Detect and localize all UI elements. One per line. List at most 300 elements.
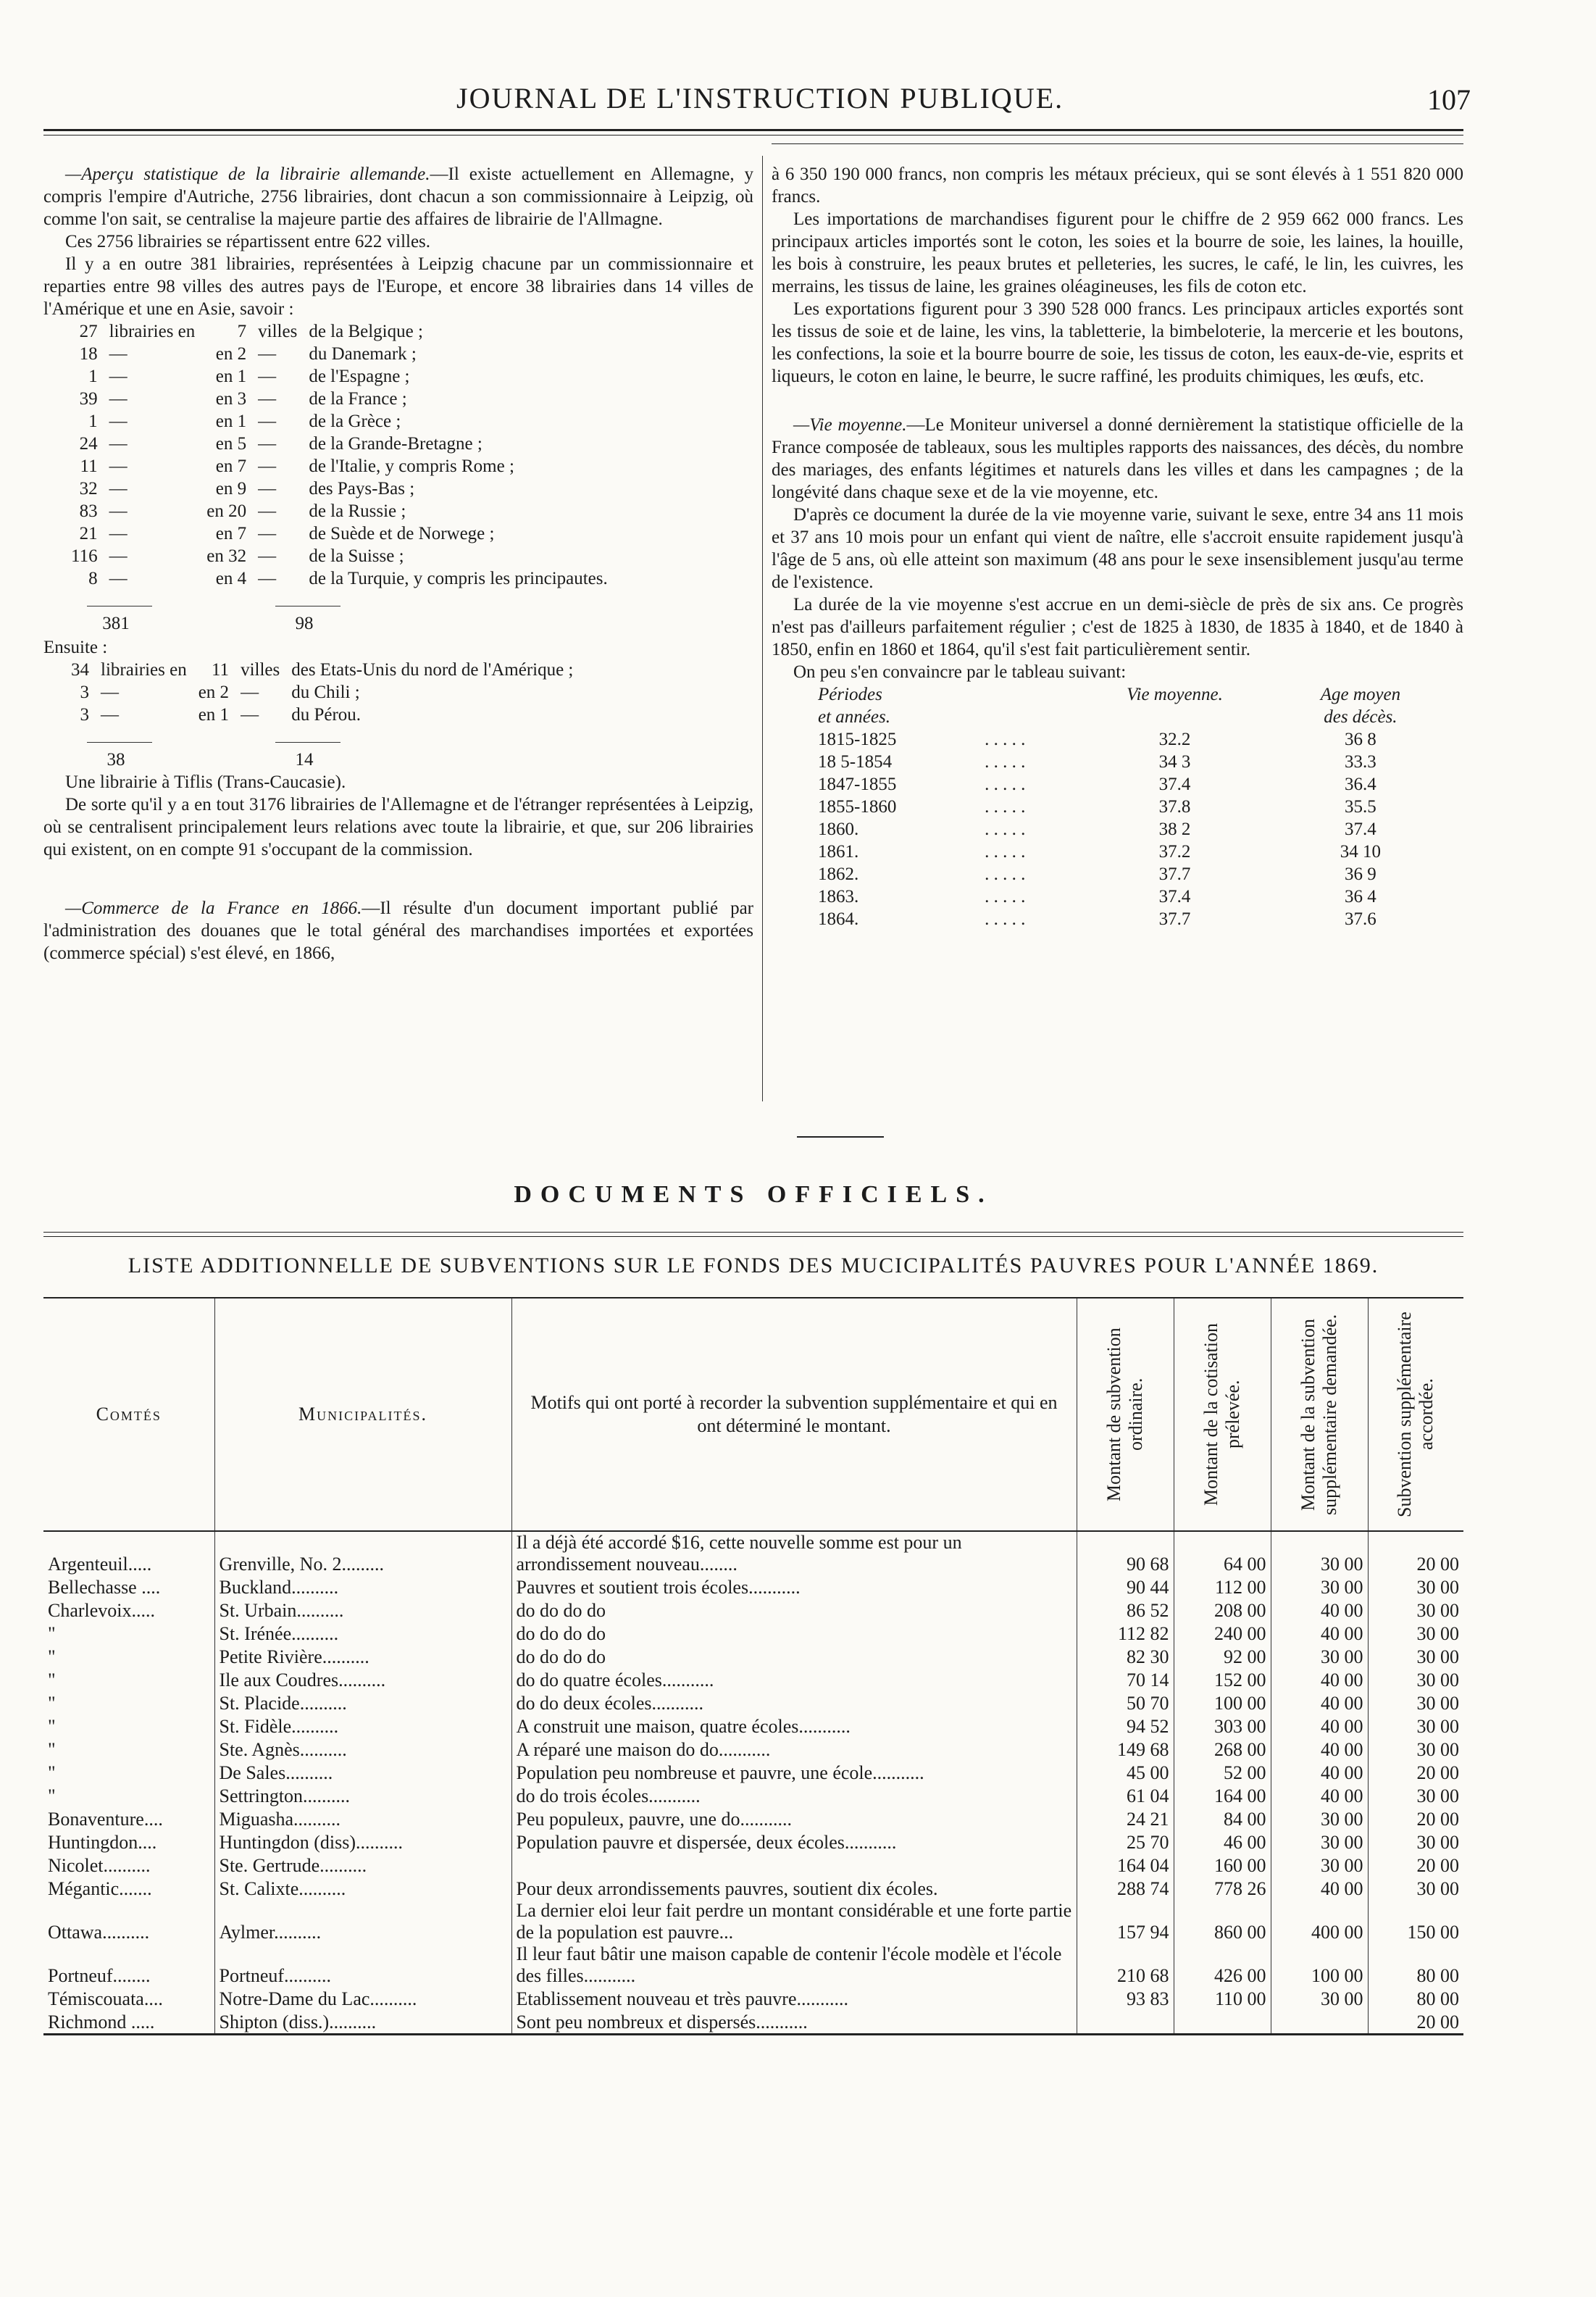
total-librairies: 381	[102, 614, 130, 633]
table-row	[43, 1987, 1463, 2010]
motif-cell: Pour deux arrondissements pauvres, soutient dix écoles.	[511, 1877, 1077, 1900]
subvention-accordee-cell: 150 00	[1368, 1900, 1463, 1943]
subvention-demandee-cell: 30 00	[1271, 1987, 1368, 2010]
motif-cell: Etablissement nouveau et très pauvre...........	[511, 1987, 1077, 2010]
country: de la Russie ;	[309, 501, 406, 521]
municipalite-cell: Ste. Gertrude..........	[214, 1854, 511, 1877]
col-header-periodes: Périodes	[818, 685, 882, 704]
label-librairies: —	[109, 344, 128, 364]
header-rule-thin	[43, 135, 1463, 136]
table-row	[43, 1761, 1463, 1784]
table-row	[65, 433, 614, 455]
count-librairies: 3	[80, 705, 89, 725]
label-villes: —	[258, 479, 277, 499]
period: 1864.	[818, 909, 859, 929]
label-librairies: —	[109, 479, 128, 499]
label-villes: —	[258, 367, 277, 386]
table-row	[65, 567, 614, 590]
table-row	[43, 1943, 1463, 1987]
col-header-vie: Vie moyenne.	[1127, 685, 1223, 704]
europe-librairies-table	[65, 320, 614, 590]
count-villes: en 7	[215, 457, 247, 476]
col-header-age: Age moyen	[1320, 685, 1401, 704]
age-moyen-value: 36 9	[1345, 864, 1376, 884]
label-villes: —	[258, 501, 277, 521]
count-librairies: 21	[79, 524, 98, 543]
label-librairies: —	[109, 546, 128, 566]
period: 1862.	[818, 864, 859, 884]
subvention-accordee-cell: 30 00	[1368, 1598, 1463, 1622]
paragraph: De sorte qu'il y a en tout 3176 librairies de l'Allemagne et de l'étranger représentées à Leipzig, où se centralisent principalement leurs relations avec toute la librairie, et que, sur 206 librairies qui existent, on en compte 91 s'occupant de la commission.	[43, 795, 753, 859]
table-row	[815, 773, 1445, 796]
comte-cell: Bellechasse ....	[48, 1577, 161, 1598]
subvention-demandee-cell: 40 00	[1271, 1622, 1368, 1645]
period: 1860.	[818, 820, 859, 839]
label-librairies: —	[109, 524, 128, 543]
subventions-table	[43, 1297, 1463, 2035]
motif-cell: La dernier eloi leur fait perdre un montant considérable et une forte partie de la population est pauvre...	[511, 1900, 1077, 1943]
table-row	[815, 885, 1445, 908]
subvention-demandee-cell: 30 00	[1271, 1531, 1368, 1575]
country: de Suède et de Norwege ;	[309, 524, 495, 543]
paragraph-librairie	[43, 163, 753, 230]
age-moyen-value: 36 4	[1345, 887, 1376, 906]
cotisation-cell: 860 00	[1174, 1900, 1271, 1943]
count-librairies: 34	[71, 660, 89, 680]
count-librairies: 83	[79, 501, 98, 521]
subvention-ordinaire-cell: 50 70	[1077, 1691, 1174, 1714]
header-rule-right	[772, 143, 1463, 144]
country: de l'Espagne ;	[309, 367, 410, 386]
cotisation-cell: 112 00	[1174, 1575, 1271, 1598]
table-row	[65, 704, 579, 726]
table-row	[65, 545, 614, 567]
leader-dots: . . . . .	[985, 842, 1026, 862]
comte-cell: Portneuf........	[48, 1965, 151, 1986]
subvention-accordee-cell: 30 00	[1368, 1668, 1463, 1691]
country: de la Grande-Bretagne ;	[309, 434, 482, 454]
label-villes: —	[258, 457, 277, 476]
label-librairies: —	[101, 705, 119, 725]
vie-moyenne-value: 32.2	[1158, 730, 1191, 749]
leader-dots: . . . . .	[985, 864, 1026, 884]
period: 1855-1860	[818, 797, 897, 817]
vie-moyenne-value: 34 3	[1158, 752, 1191, 772]
motif-cell: Il a déjà été accordé $16, cette nouvelle somme est pour un arrondissement nouveau........	[511, 1531, 1077, 1575]
table-row	[43, 1645, 1463, 1668]
count-librairies: 116	[71, 546, 98, 566]
subvention-accordee-cell: 30 00	[1368, 1645, 1463, 1668]
subvention-accordee-cell: 20 00	[1368, 1807, 1463, 1830]
municipalite-cell: Aylmer..........	[214, 1900, 511, 1943]
leader-dots: . . . . .	[985, 775, 1026, 794]
table-row	[815, 818, 1445, 841]
cotisation-cell	[1174, 2010, 1271, 2035]
vie-moyenne-value: 37.8	[1158, 797, 1191, 817]
label-librairies: —	[109, 412, 128, 431]
table-row	[815, 751, 1445, 773]
count-villes: en 4	[215, 569, 247, 588]
country: du Chili ;	[291, 683, 360, 702]
subvention-demandee-cell: 40 00	[1271, 1738, 1368, 1761]
comte-cell: Témiscouata....	[48, 1988, 163, 2009]
subvention-ordinaire-cell: 112 82	[1077, 1622, 1174, 1645]
count-villes: en 7	[215, 524, 247, 543]
table-row	[815, 908, 1445, 930]
label-villes: —	[258, 569, 277, 588]
municipalite-cell: Petite Rivière..........	[214, 1645, 511, 1668]
page-number: 107	[1427, 83, 1471, 116]
comte-cell: Bonaventure....	[48, 1809, 163, 1830]
cotisation-cell: 84 00	[1174, 1807, 1271, 1830]
table-row	[815, 863, 1445, 885]
count-librairies: 18	[79, 344, 98, 364]
sum-rule	[87, 742, 152, 743]
table-row	[43, 2010, 1463, 2035]
country: de la France ;	[309, 389, 407, 409]
municipalite-cell: Grenville, No. 2.........	[214, 1531, 511, 1575]
label-librairies: —	[101, 683, 119, 702]
motif-cell: do do trois écoles...........	[511, 1784, 1077, 1807]
motif-cell: Peu populeux, pauvre, une do...........	[511, 1807, 1077, 1830]
tiflis-line: Une librairie à Tiflis (Trans-Caucasie).	[65, 772, 346, 792]
cotisation-cell: 92 00	[1174, 1645, 1271, 1668]
amerique-librairies-table	[65, 659, 579, 726]
subvention-ordinaire-cell: 70 14	[1077, 1668, 1174, 1691]
table-row	[43, 1531, 1463, 1575]
count-villes: en 1	[198, 705, 230, 725]
subvention-demandee-cell: 400 00	[1271, 1900, 1368, 1943]
table-row	[43, 1784, 1463, 1807]
motif-cell: Sont peu nombreux et dispersés...........	[511, 2010, 1077, 2035]
motif-cell: Population peu nombreuse et pauvre, une école...........	[511, 1761, 1077, 1784]
subvention-accordee-cell: 30 00	[1368, 1738, 1463, 1761]
comte-cell: Charlevoix.....	[48, 1600, 156, 1621]
motif-cell: do do do do	[511, 1598, 1077, 1622]
subvention-ordinaire-cell: 25 70	[1077, 1830, 1174, 1854]
total-villes: 14	[295, 750, 314, 770]
count-villes: en 9	[215, 479, 247, 499]
subvention-demandee-cell: 40 00	[1271, 1691, 1368, 1714]
leader-dots: . . . . .	[985, 797, 1026, 817]
cotisation-cell: 164 00	[1174, 1784, 1271, 1807]
total-librairies: 38	[106, 750, 125, 770]
age-moyen-value: 37.4	[1345, 820, 1376, 839]
period: 1815-1825	[818, 730, 897, 749]
count-villes: en 2	[198, 683, 230, 702]
country: de la Belgique ;	[309, 322, 423, 341]
subvention-accordee-cell: 80 00	[1368, 1943, 1463, 1987]
running-header	[43, 81, 1471, 125]
municipalite-cell: Miguasha..........	[214, 1807, 511, 1830]
page	[43, 0, 1471, 2297]
ensuite-label: Ensuite :	[43, 638, 108, 657]
paragraph: à 6 350 190 000 francs, non compris les métaux précieux, qui se sont élevés à 1 551 820 000 francs.	[772, 164, 1463, 207]
header-subvention-demandee: Montant de la subvention supplémentaire demandée.	[1271, 1298, 1368, 1531]
section-rule-thin	[43, 1236, 1463, 1237]
count-villes: en 3	[215, 389, 247, 409]
header-municipalites: Municipalités.	[214, 1298, 511, 1531]
motif-cell: Il leur faut bâtir une maison capable de contenir l'école modèle et l'école des filles...........	[511, 1943, 1077, 1987]
comte-cell: "	[48, 1785, 56, 1806]
municipalite-cell: Settrington..........	[214, 1784, 511, 1807]
subventions-table-wrap	[43, 1297, 1463, 2035]
leader-dots: . . . . .	[985, 909, 1026, 929]
motif-cell: do do deux écoles...........	[511, 1691, 1077, 1714]
article-title-commerce: —Commerce de la France en 1866.	[65, 899, 362, 918]
table-row	[43, 1738, 1463, 1761]
comte-cell: "	[48, 1646, 56, 1667]
comte-cell: "	[48, 1739, 56, 1760]
paragraph: Les importations de marchandises figurent pour le chiffre de 2 959 662 000 francs. Les principaux articles importés sont le coton, les soies et la bourre de soie, les laines, la houille, les bois à construire, les peaux brutes et pelleteries, les sucres, le café, le lin, les cuivres, les merrains, les tissus de laine, les graines oléagineuses, les fils de coton etc.	[772, 209, 1463, 296]
section-divider	[797, 1136, 884, 1138]
subvention-accordee-cell: 30 00	[1368, 1622, 1463, 1645]
label-librairies: —	[109, 569, 128, 588]
subvention-ordinaire-cell	[1077, 2010, 1174, 2035]
leader-dots: . . . . .	[985, 752, 1026, 772]
article-title-vie: —Vie moyenne.	[793, 415, 907, 435]
subvention-accordee-cell: 20 00	[1368, 2010, 1463, 2035]
motif-cell: A réparé une maison do do...........	[511, 1738, 1077, 1761]
count-villes: 11	[211, 660, 230, 680]
table-row	[43, 1668, 1463, 1691]
comte-cell: Argenteuil.....	[48, 1554, 152, 1575]
header-motifs: Motifs qui ont porté à recorder la subvention supplémentaire et qui en ont déterminé le montant.	[511, 1298, 1077, 1531]
count-villes: 7	[237, 322, 247, 341]
motif-cell: Pauvres et soutient trois écoles...........	[511, 1575, 1077, 1598]
header-comtes: Comtés	[96, 1404, 162, 1425]
table-row	[43, 1877, 1463, 1900]
label-villes: —	[241, 683, 259, 702]
label-librairies: —	[109, 367, 128, 386]
cotisation-cell: 303 00	[1174, 1714, 1271, 1738]
period: 18 5-1854	[818, 752, 893, 772]
subvention-demandee-cell: 40 00	[1271, 1877, 1368, 1900]
label-librairies: librairies en	[109, 322, 196, 341]
municipalite-cell: St. Fidèle..........	[214, 1714, 511, 1738]
label-villes: —	[258, 412, 277, 431]
subvention-demandee-cell: 40 00	[1271, 1784, 1368, 1807]
vie-moyenne-value: 38 2	[1158, 820, 1191, 839]
paragraph: Ces 2756 librairies se répartissent entre 622 villes.	[65, 232, 431, 251]
table-row	[65, 500, 614, 522]
age-moyen-value: 33.3	[1345, 752, 1376, 772]
count-librairies: 11	[80, 457, 98, 476]
count-villes: en 1	[215, 412, 247, 431]
cotisation-cell: 46 00	[1174, 1830, 1271, 1854]
age-moyen-value: 35.5	[1345, 797, 1376, 817]
table-row	[815, 728, 1445, 751]
table-row	[43, 1691, 1463, 1714]
country: de l'Italie, y compris Rome ;	[309, 457, 514, 476]
label-librairies: —	[109, 434, 128, 454]
vie-moyenne-value: 37.7	[1158, 909, 1191, 929]
subvention-demandee-cell: 30 00	[1271, 1854, 1368, 1877]
paragraph-commerce	[43, 897, 753, 964]
subvention-ordinaire-cell: 61 04	[1077, 1784, 1174, 1807]
municipalite-cell: St. Irénée..........	[214, 1622, 511, 1645]
subvention-ordinaire-cell: 157 94	[1077, 1900, 1174, 1943]
label-villes: —	[258, 389, 277, 409]
subvention-ordinaire-cell: 24 21	[1077, 1807, 1174, 1830]
comte-cell: "	[48, 1716, 56, 1737]
count-librairies: 39	[79, 389, 98, 409]
table-row	[65, 343, 614, 365]
article-text: —Il résulte d'un document important publié par l'administration des douanes que le total général des marchandises importées et exportées (commerce spécial) s'est élevé, en 1866,	[43, 899, 753, 963]
label-villes: —	[241, 705, 259, 725]
comte-cell: "	[48, 1693, 56, 1714]
subvention-demandee-cell: 40 00	[1271, 1761, 1368, 1784]
table-row	[43, 1830, 1463, 1854]
count-librairies: 1	[88, 367, 98, 386]
country: du Danemark ;	[309, 344, 417, 364]
left-column	[43, 163, 753, 964]
age-moyen-value: 34 10	[1340, 842, 1382, 862]
europe-total	[87, 590, 753, 633]
municipalite-cell: St. Urbain..........	[214, 1598, 511, 1622]
count-librairies: 3	[80, 683, 89, 702]
subvention-demandee-cell: 40 00	[1271, 1668, 1368, 1691]
period: 1847-1855	[818, 775, 897, 794]
municipalite-cell: Huntingdon (diss)..........	[214, 1830, 511, 1854]
municipalite-cell: Portneuf..........	[214, 1943, 511, 1987]
period: 1861.	[818, 842, 859, 862]
table-row	[43, 1854, 1463, 1877]
table-row	[43, 1714, 1463, 1738]
subvention-demandee-cell: 30 00	[1271, 1575, 1368, 1598]
subvention-accordee-cell: 30 00	[1368, 1877, 1463, 1900]
vie-moyenne-value: 37.7	[1158, 864, 1191, 884]
subvention-accordee-cell: 20 00	[1368, 1854, 1463, 1877]
age-moyen-value: 36.4	[1345, 775, 1376, 794]
vie-moyenne-value: 37.2	[1158, 842, 1191, 862]
paragraph-vie-moyenne	[772, 414, 1463, 504]
motif-cell: do do do do	[511, 1622, 1077, 1645]
table-row	[43, 1900, 1463, 1943]
subvention-accordee-cell: 80 00	[1368, 1987, 1463, 2010]
table-header-row	[43, 1298, 1463, 1531]
label-villes: —	[258, 434, 277, 454]
count-librairies: 1	[88, 412, 98, 431]
municipalite-cell: De Sales..........	[214, 1761, 511, 1784]
article-text: —Il existe actuellement en Allemagne, y compris l'empire d'Autriche, 2756 librairies, dont chacun a son commissionnaire à Leipzig, où comme l'on sait, se centralise la majeure partie des affaires de librairie de l'Allmagne.	[43, 164, 753, 229]
subvention-ordinaire-cell: 86 52	[1077, 1598, 1174, 1622]
municipalite-cell: Notre-Dame du Lac..........	[214, 1987, 511, 2010]
cotisation-cell: 208 00	[1174, 1598, 1271, 1622]
section-title: DOCUMENTS OFFICIELS.	[514, 1181, 993, 1208]
cotisation-cell: 240 00	[1174, 1622, 1271, 1645]
count-librairies: 27	[79, 322, 98, 341]
table-row	[65, 410, 614, 433]
column-separator	[762, 156, 763, 1101]
count-librairies: 24	[79, 434, 98, 454]
section-rule	[43, 1232, 1463, 1233]
subvention-demandee-cell: 30 00	[1271, 1807, 1368, 1830]
count-villes: en 5	[215, 434, 247, 454]
table-row	[65, 522, 614, 545]
subvention-demandee-cell: 40 00	[1271, 1598, 1368, 1622]
table-row	[65, 681, 579, 704]
country: de la Suisse ;	[309, 546, 404, 566]
vie-moyenne-table	[815, 683, 1445, 930]
municipalite-cell: St. Placide..........	[214, 1691, 511, 1714]
paragraph: D'après ce document la durée de la vie moyenne varie, suivant le sexe, entre 34 ans 11 mois et 37 ans 10 mois pour un enfant qui vient de naître, elle s'accroit ensuite rapidement jusqu'à l'âge de 5 ans, où elle atteint son maximum (48 ans pour le sexe insensiblement jusqu'au terme de l'existence.	[772, 505, 1463, 592]
right-column	[772, 163, 1463, 930]
table-row	[43, 1598, 1463, 1622]
subvention-accordee-cell: 30 00	[1368, 1691, 1463, 1714]
label-villes: —	[258, 524, 277, 543]
comte-cell: "	[48, 1623, 56, 1644]
comte-cell: Mégantic.......	[48, 1878, 152, 1899]
subvention-demandee-cell: 100 00	[1271, 1943, 1368, 1987]
comte-cell: Nicolet..........	[48, 1855, 151, 1876]
subvention-ordinaire-cell: 90 68	[1077, 1531, 1174, 1575]
municipalite-cell: St. Calixte..........	[214, 1877, 511, 1900]
cotisation-cell: 778 26	[1174, 1877, 1271, 1900]
table-row	[815, 796, 1445, 818]
col-header-deces: des décès.	[1324, 707, 1397, 727]
cotisation-cell: 64 00	[1174, 1531, 1271, 1575]
subvention-ordinaire-cell: 82 30	[1077, 1645, 1174, 1668]
count-villes: en 1	[215, 367, 247, 386]
subvention-demandee-cell: 30 00	[1271, 1830, 1368, 1854]
motif-cell: A construit une maison, quatre écoles...........	[511, 1714, 1077, 1738]
count-librairies: 8	[88, 569, 98, 588]
subvention-accordee-cell: 20 00	[1368, 1761, 1463, 1784]
municipalite-cell: Buckland..........	[214, 1575, 511, 1598]
cotisation-cell: 426 00	[1174, 1943, 1271, 1987]
table-row	[65, 320, 614, 343]
cotisation-cell: 52 00	[1174, 1761, 1271, 1784]
vie-moyenne-value: 37.4	[1158, 775, 1191, 794]
country: de la Turquie, y compris les principautes.	[309, 569, 608, 588]
paragraph: On peu s'en convaincre par le tableau suivant:	[793, 662, 1127, 682]
country: du Pérou.	[291, 705, 362, 725]
age-moyen-value: 37.6	[1345, 909, 1376, 929]
label-librairies: —	[109, 457, 128, 476]
label-librairies: —	[109, 501, 128, 521]
count-villes: en 32	[206, 546, 247, 566]
label-librairies: —	[109, 389, 128, 409]
subvention-accordee-cell: 30 00	[1368, 1830, 1463, 1854]
comte-cell: "	[48, 1669, 56, 1691]
subvention-accordee-cell: 30 00	[1368, 1714, 1463, 1738]
count-villes: en 2	[215, 344, 247, 364]
paragraph: La durée de la vie moyenne s'est accrue en un demi-siècle de près de six ans. Ce progrès n'est pas d'ailleurs parfaitement régulier ; c'est de 1825 à 1830, de 1835 à 1840, et de 1840 à 1850, enfin en 1860 et 1864, qu'il s'est fait particulièrement sentir.	[772, 595, 1463, 659]
header-subvention-accordee: Subvention supplémentaire accordée.	[1368, 1298, 1463, 1531]
municipalite-cell: Ste. Agnès..........	[214, 1738, 511, 1761]
label-villes: villes	[241, 660, 280, 680]
amerique-total	[87, 726, 753, 771]
comte-cell: Richmond .....	[43, 2010, 214, 2035]
total-villes: 98	[295, 614, 314, 633]
cotisation-cell: 268 00	[1174, 1738, 1271, 1761]
col-header-annees: et années.	[818, 707, 890, 727]
motif-cell: do do do do	[511, 1645, 1077, 1668]
subvention-ordinaire-cell: 93 83	[1077, 1987, 1174, 2010]
paragraph: Les exportations figurent pour 3 390 528 000 francs. Les principaux articles exportés sont les tissus de soie et de laine, les vins, la tabletterie, la bimbeloterie, la mercerie et les boutons, les confections, la soie et la bourre bourre de soie, les tissus de coton, les eaux-de-vie, esprits et liqueurs, le coton en laine, le beurre, le sucre raffiné, les produits chimiques, les œufs, etc.	[772, 299, 1463, 386]
subvention-accordee-cell: 30 00	[1368, 1784, 1463, 1807]
comte-cell: Huntingdon....	[48, 1832, 157, 1853]
subvention-accordee-cell: 30 00	[1368, 1575, 1463, 1598]
header-subvention-ordinaire: Montant de subvention ordinaire.	[1077, 1298, 1174, 1531]
leader-dots: . . . . .	[985, 820, 1026, 839]
sum-rule	[275, 742, 340, 743]
subvention-ordinaire-cell: 94 52	[1077, 1714, 1174, 1738]
country: des Etats-Unis du nord de l'Amérique ;	[291, 660, 574, 680]
table-row	[65, 455, 614, 478]
subvention-ordinaire-cell: 210 68	[1077, 1943, 1174, 1987]
